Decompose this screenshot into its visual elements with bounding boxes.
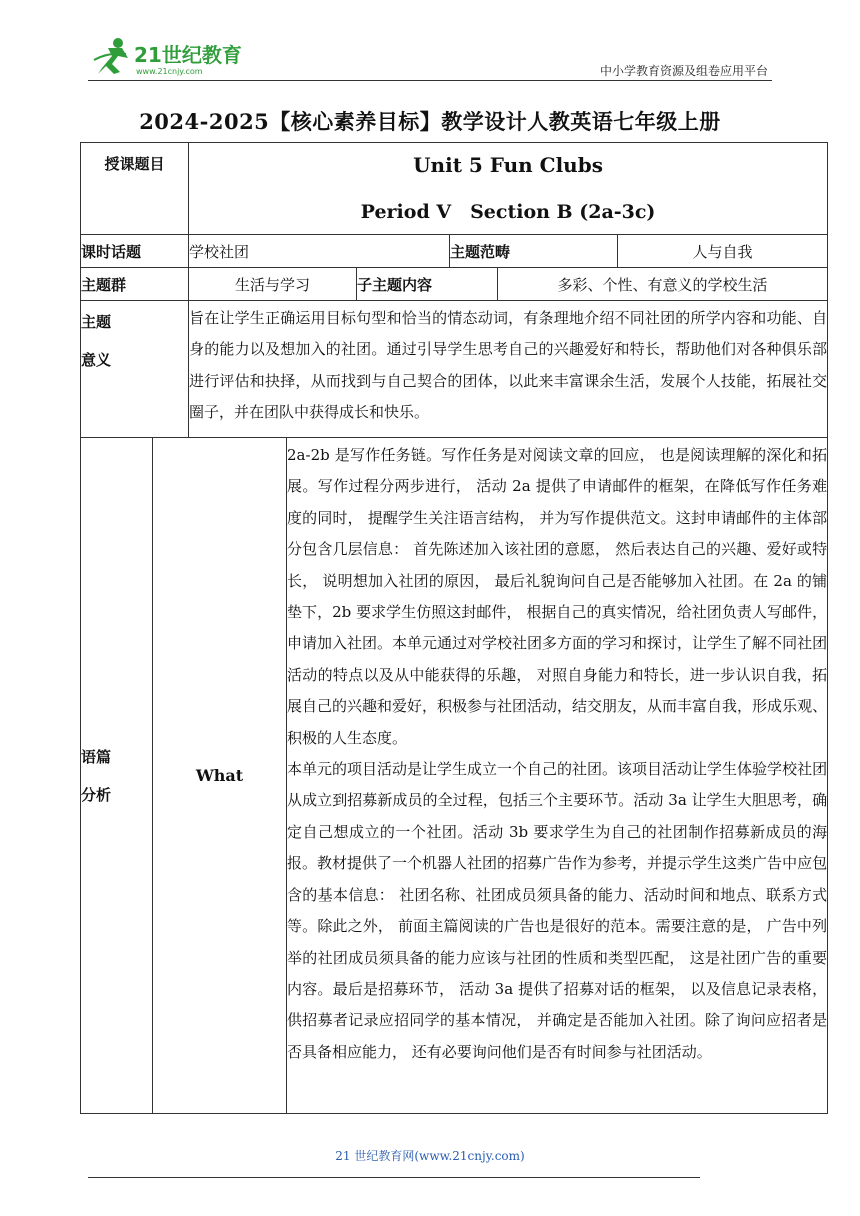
row-lesson-topic	[81, 143, 828, 235]
theme-meaning-label	[81, 301, 189, 438]
discourse-analysis-label-line2: 分析	[81, 785, 112, 804]
theme-meaning-label-line2: 意义	[81, 351, 112, 369]
logo-url: www.21cnjy.com	[136, 67, 203, 76]
class-topic-label: 课时话题	[81, 235, 189, 268]
platform-name: 中小学教育资源及组卷应用平台	[599, 64, 768, 78]
footer-divider	[88, 1177, 700, 1178]
subtheme-value: 多彩、个性、有意义的学校生活	[498, 268, 828, 301]
theme-category-label: 主题范畴	[450, 235, 618, 268]
runner-logo-icon	[88, 34, 258, 78]
theme-meaning-text: 旨在让学生正确运用目标句型和恰当的情态动词，有条理地介绍不同社团的所学内容和功能、自身的能力以及想加入的社团。通过引导学生思考自己的兴趣爱好和特长，帮助他们对各种俱乐部进行评估和抉择，从而找到与自己契合的团体，以此来丰富课余生活，发展个人技能，拓展社交圈子，并在团队中获得成长和快乐。	[189, 301, 828, 438]
lesson-design-table	[80, 142, 828, 1114]
what-label: What	[153, 438, 287, 1114]
discourse-analysis-label	[81, 438, 153, 1114]
discourse-analysis-text	[287, 438, 828, 1114]
row-theme-group	[81, 268, 828, 301]
period-title: Period V Section B (2a-3c)	[360, 201, 656, 223]
subtheme-label: 子主题内容	[357, 268, 498, 301]
row-discourse-analysis	[81, 438, 828, 1114]
theme-meaning-label-line1: 主题	[81, 313, 112, 331]
row-theme-meaning	[81, 301, 828, 438]
footer-site-link[interactable]: 21 世纪教育网(www.21cnjy.com)	[335, 1149, 525, 1163]
header-divider	[88, 80, 772, 81]
row-class-topic	[81, 235, 828, 268]
site-logo	[88, 34, 258, 78]
theme-group-label: 主题群	[81, 268, 189, 301]
writing-task-paragraph: 2a-2b 是写作任务链。写作任务是对阅读文章的回应， 也是阅读理解的深化和拓展。写作过程分两步进行， 活动 2a 提供了申请邮件的框架，在降低写作任务难度的同时， 提醒学生关注语言结构， 并为写作提供范文。这封申请邮件的主体部分包含几层信息： 首先陈述加入该社团的意愿， 然后表达自己的兴趣、爱好或特长， 说明想加入社团的原因， 最后礼貌询问自己是否能够加入社团。在 2a 的铺垫下，2b 要求学生仿照这封邮件， 根据自己的真实情况，给社团负责人写邮件， 申请加入社团。本单元通过对学校社团多方面的学习和探讨，让学生了解不同社团活动的特点以及从中能获得的乐趣， 对照自身能力和特长，进一步认识自我，拓展自己的兴趣和爱好，积极参与社团活动，结交朋友，从而丰富自我，形成乐观、积极的人生态度。	[287, 446, 828, 747]
logo-text: 21世纪教育	[134, 43, 242, 67]
project-activity-paragraph: 本单元的项目活动是让学生成立一个自己的社团。该项目活动让学生体验学校社团从成立到招募新成员的全过程，包括三个主要环节。活动 3a 让学生大胆思考，确定自己想成立的一个社团。活动 3b 要求学生为自己的社团制作招募新成员的海报。教材提供了一个机器人社团的招募广告作为参考，并提示学生这类广告中应包含的基本信息： 社团名称、社团成员须具备的能力、活动时间和地点、联系方式等。除此之外， 前面主篇阅读的广告也是很好的范本。需要注意的是， 广告中列举的社团成员须具备的能力应该与社团的性质和类型匹配， 这是社团广告的重要内容。最后是招募环节， 活动 3a 提供了招募对话的框架， 以及信息记录表格， 供招募者记录应招同学的基本情况， 并确定是否能加入社团。除了询问应招者是否具备相应能力， 还有必要询问他们是否有时间参与社团活动。	[287, 760, 828, 1061]
document-title: 2024-2025【核心素养目标】教学设计人教英语七年级上册	[139, 109, 721, 134]
lesson-topic-label: 授课题目	[81, 143, 189, 235]
theme-group-value: 生活与学习	[189, 268, 357, 301]
theme-category-value: 人与自我	[618, 235, 828, 268]
unit-title: Unit 5 Fun Clubs	[413, 153, 603, 177]
class-topic-value: 学校社团	[189, 235, 450, 268]
lesson-topic-value	[189, 143, 828, 235]
discourse-analysis-label-line1: 语篇	[81, 747, 112, 766]
